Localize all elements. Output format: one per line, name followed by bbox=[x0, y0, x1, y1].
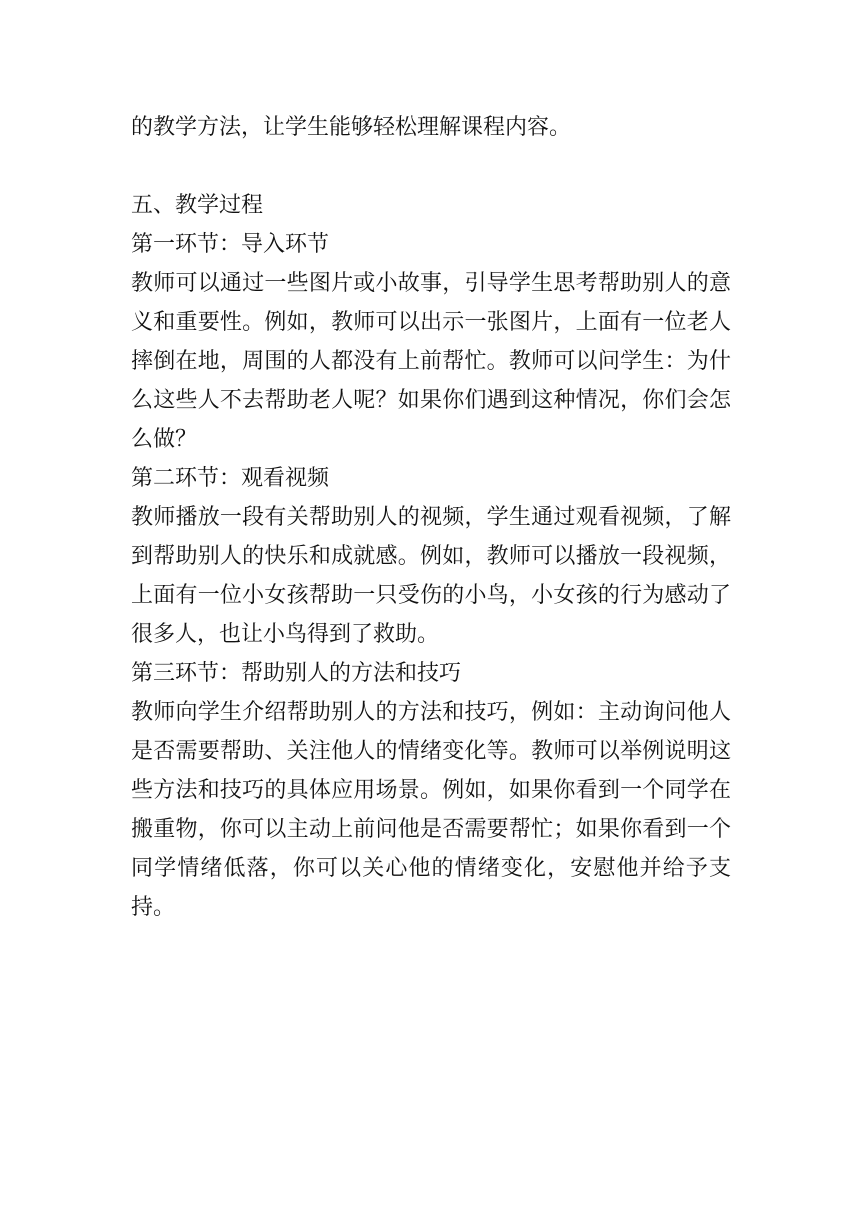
step-2-body: 教师播放一段有关帮助别人的视频，学生通过观看视频，了解到帮助别人的快乐和成就感。例如，教师可以播放一段视频，上面有一位小女孩帮助一只受伤的小鸟，小女孩的行为感动了很多人，也让小鸟得到了救助。 bbox=[131, 505, 731, 647]
section-title: 五、教学过程 bbox=[131, 193, 264, 218]
continuation-paragraph: 的教学方法，让学生能够轻松理解课程内容。 bbox=[131, 115, 572, 140]
step-3-heading: 第三环节：帮助别人的方法和技巧 bbox=[131, 661, 462, 686]
step-1-heading: 第一环节：导入环节 bbox=[131, 232, 330, 257]
step-3-body: 教师向学生介绍帮助别人的方法和技巧，例如：主动询问他人是否需要帮助、关注他人的情绪变化等。教师可以举例说明这些方法和技巧的具体应用场景。例如，如果你看到一个同学在搬重物，你可以主动上前问他是否需要帮忙；如果你看到一个同学情绪低落，你可以关心他的情绪变化，安慰他并给予支持。 bbox=[131, 700, 731, 920]
document-body bbox=[131, 108, 731, 927]
step-1-body: 教师可以通过一些图片或小故事，引导学生思考帮助别人的意义和重要性。例如，教师可以出示一张图片，上面有一位老人摔倒在地，周围的人都没有上前帮忙。教师可以问学生：为什么这些人不去帮助老人呢？如果你们遇到这种情况，你们会怎么做？ bbox=[131, 271, 731, 452]
step-2-heading: 第二环节：观看视频 bbox=[131, 466, 330, 491]
paragraph-spacer bbox=[131, 147, 731, 186]
